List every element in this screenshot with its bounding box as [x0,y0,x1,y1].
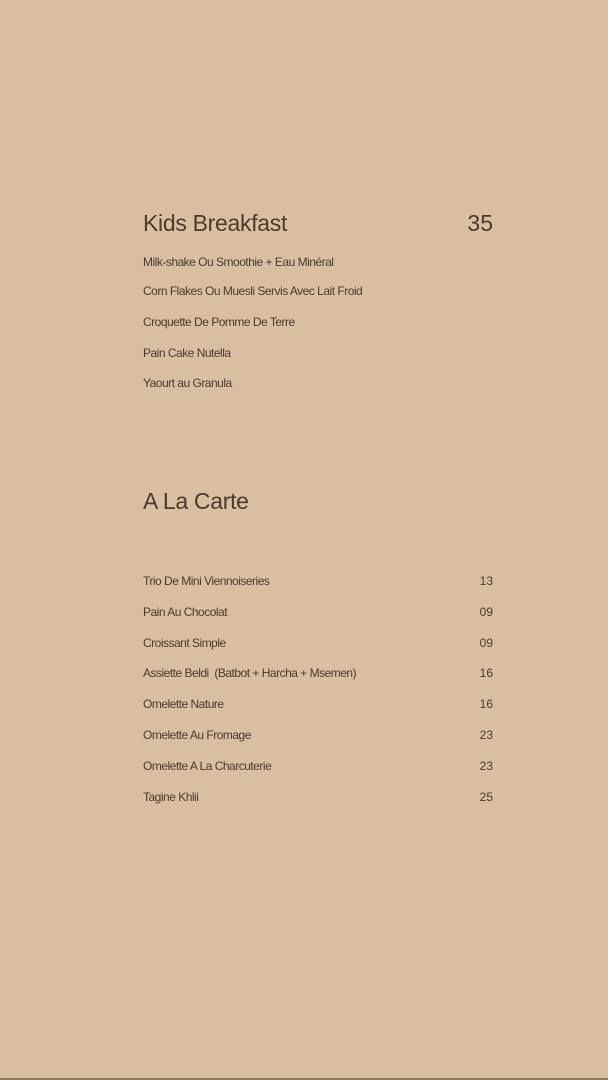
menu-item-price: 09 [479,635,493,650]
menu-item-price: 23 [479,727,493,742]
a-la-carte-title: A La Carte [143,488,249,514]
kids-breakfast-section [143,210,493,415]
list-item: Croquette De Pomme De Terre [143,314,295,329]
menu-item-row [143,597,493,628]
list-item: Yaourt au Granula [143,376,232,391]
menu-item-price: 25 [479,789,493,804]
kids-breakfast-title: Kids Breakfast [143,210,288,236]
menu-item-name: Omelette Au Fromage [143,727,251,742]
kids-breakfast-price: 35 [467,210,493,236]
menu-item-row [143,628,493,659]
menu-item-row [143,689,493,720]
menu-item-name: Pain Au Chocolat [143,604,228,619]
a-la-carte-items [143,566,493,812]
menu-item-row [143,566,493,597]
menu-item-price: 23 [479,758,493,773]
menu-item-price: 16 [479,697,493,712]
menu-item-name: Assiette Beldi (Batbot + Harcha + Msemen) [143,666,357,681]
menu-item-name: Omelette A La Charcuterie [143,758,272,773]
menu-item-price: 16 [479,666,493,681]
kids-breakfast-header [143,210,493,244]
menu-item-price: 09 [479,604,493,619]
menu-item-name: Omelette Nature [143,697,224,712]
menu-item-name: Croissant Simple [143,635,226,650]
menu-item-row [143,782,493,813]
menu-item-name: Trio De Mini Viennoiseries [143,574,270,588]
kids-breakfast-items [143,248,493,399]
list-item: Pain Cake Nutella [143,345,231,360]
menu-item-row [143,720,493,751]
menu-item-price: 13 [479,574,493,588]
a-la-carte-header [143,488,493,522]
list-item: Corn Flakes Ou Muesli Servis Avec Lait Froid [143,284,363,298]
menu-item-name: Tagine Khlii [143,789,199,804]
menu-item-row [143,658,493,689]
menu-item-row [143,751,493,782]
a-la-carte-section [143,488,493,828]
list-item: Milk-shake Ou Smoothie + Eau Minéral [143,255,334,269]
